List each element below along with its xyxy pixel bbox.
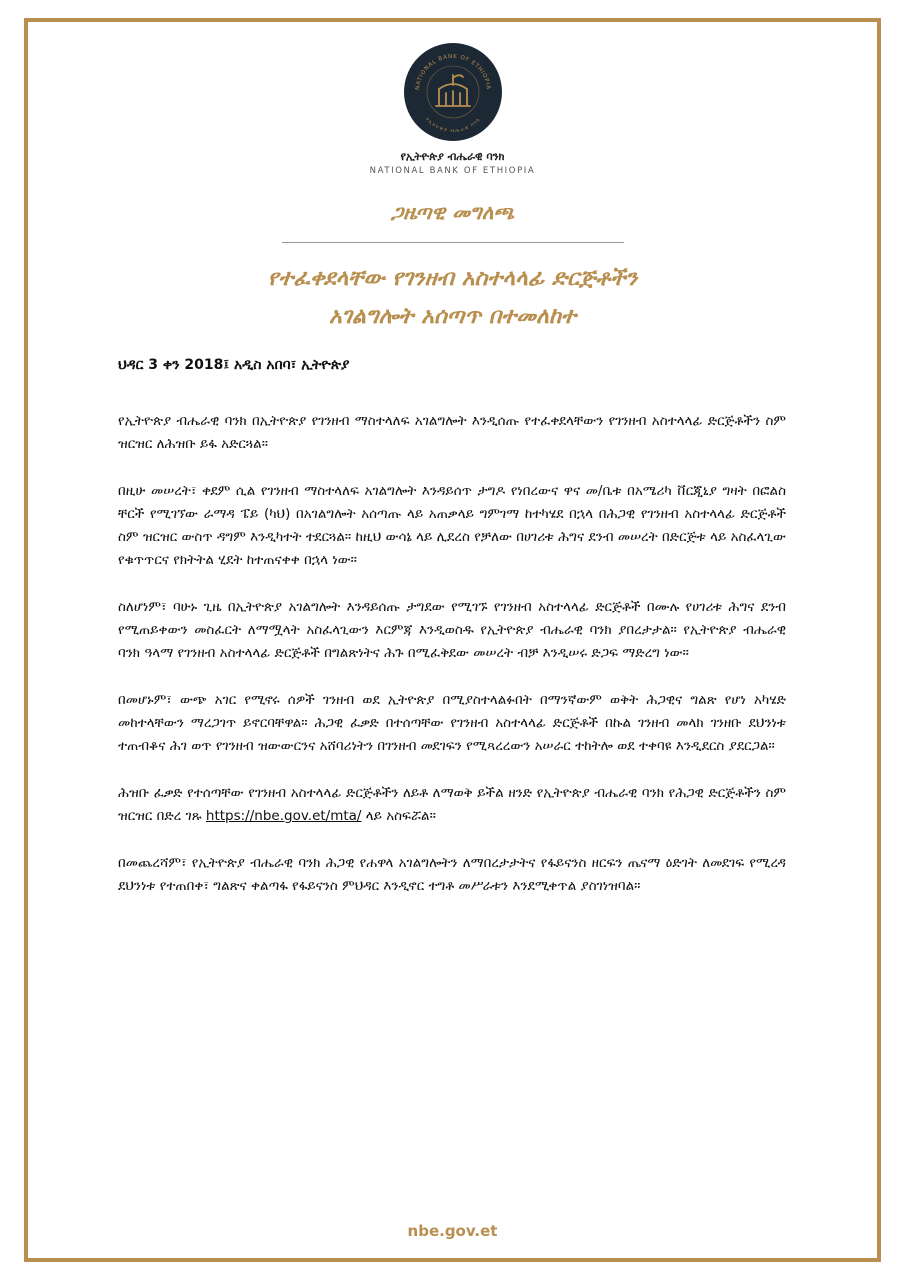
paragraph-5 [118,782,786,828]
paragraph-3: ስለሆነም፣ ባሁኑ ጊዜ በኢትዮጵያ አገልግሎት እንዳይሰጡ ታግደው የሚገኙ የገንዘብ አስተላላፊ ድርጅቶች በሙሉ የሀገሪቱ ሕግና ደንብ የሚጠይቀውን መስፈርት ለማሟላት አስፈላጊውን እርምጃ እንዲወስዱ የኢትዮጵያ ብሔራዊ ባንክ ያበረታታል። የኢትዮጵያ ብሔራዊ ባንክ ዓላማ የገንዘብ አስተላላፊ ድርጅቶች በግልጽነትና ሕጉ በሚፈቅደው መሠረት ብቻ እንዲሠሩ ድጋፍ ማድረግ ነው። [118,599,786,661]
press-release-body [118,410,786,922]
bank-name-amharic: የኢትዮጵያ ብሔራዊ ባንክ [400,150,505,163]
press-release-title [60,260,845,336]
title-line-1: የተፈቀደላቸው የገንዘብ አስተላላፊ ድርጅቶችን [267,266,638,291]
mta-list-link[interactable]: https://nbe.gov.et/mta/ [205,808,362,824]
bank-name-english: NATIONAL BANK OF ETHIOPIA [369,166,536,176]
header-divider [282,242,624,243]
footer-website: nbe.gov.et [407,1222,498,1240]
paragraph-6: በመጨረሻም፣ የኢትዮጵያ ብሔራዊ ባንክ ሕጋዊ የሐዋላ አገልግሎትን ለማበረታታትና የፋይናንስ ዘርፍን ጤናማ ዕድገት ለመደገፍ የሚረዳ ደህንነቱ የተጠበቀ፣ ግልጽና ቀልጣፋ የፋይናንስ ምህዳር እንዲኖር ተግቶ መሥራቱን እንደሚቀጥል ያስገነዝባል። [118,855,786,894]
nbe-logo [403,42,503,142]
paragraph-2: በዚሁ መሠረት፣ ቀደም ሲል የገንዘብ ማስተላለፍ አገልግሎት እንዳይሰጥ ታግዶ የነበረውና ዋና መ/ቤቱ በአሜሪካ ቨርጂኒያ ግዛት በፎልስ ቸርች የሚገኘው ራማዳ ፔይ (ካህ) በአገልግሎት አሰጣጡ ላይ አጠቃላይ ግምገማ ከተካሄደ በኋላ በሕጋዊ የገንዘብ አስተላላፊ ድርጅቶች ስም ዝርዝር ውስጥ ዳግም እንዲካተት ተደርጓል። ከዚህ ውሳኔ ላይ ሊደረስ የቻለው በሀገሪቱ ሕግና ደንብ መሠረት በድርጅቱ ላይ አስፈላጊው የቁጥጥርና የክትትል ሂደት ከተጠናቀቀ በኋላ ነው። [118,483,786,568]
paragraph-5-text-after: ላይ አስፍሯል። [361,808,436,824]
logo-ring-text-bottom: የኢትዮጵያ ብሔራዊ ባንክ [424,116,482,135]
document-type-heading: ጋዜጣዊ መግለጫ [390,200,515,224]
title-line-2: አገልግሎት አሰጣጥ በተመለከተ [329,304,576,329]
logo-ring-text-top: NATIONAL BANK OF ETHIOPIA [414,53,491,91]
paragraph-1: የኢትዮጵያ ብሔራዊ ባንክ በኢትዮጵያ የገንዘብ ማስተላለፍ አገልግሎት እንዲሰጡ የተፈቀደላቸውን የገንዘብ አስተላላፊ ድርጅቶችን ስም ዝርዝር ለሕዝቡ ይፋ አድርጓል። [118,413,786,452]
paragraph-4: በመሆኑም፣ ውጭ አገር የሚኖሩ ሰዎች ገንዘብ ወደ ኢትዮጵያ በሚያስተላልፉበት በማንኛውም ወቅት ሕጋዊና ግልጽ የሆነ አካሄድ መከተላቸውን ማረጋገጥ ይኖርባቸዋል። ሕጋዊ ፈቃድ በተሰጣቸው የገንዘብ አስተላላፊ ድርጅቶች በኩል ገንዘብ መላክ ገንዘቡ ደህንነቱ ተጠብቆና ሕገ ወጥ የገንዘብ ዝውውርንና አሸባሪነትን በገንዘብ መደገፍን የሚጻረረውን አሠራር ተከትሎ ወደ ተቀባዩ እንዲደርስ ያደርጋል። [118,692,786,754]
paragraph-5-text-before: ሕዝቡ ፈቃድ የተሰጣቸው የገንዘብ አስተላላፊ ድርጅቶችን ለይቶ ለማወቅ ይችል ዘንድ የኢትዮጵያ ብሔራዊ ባንክ የሕጋዊ ድርጅቶችን ስም ዝርዝር በድረ ገጹ [118,785,786,824]
dateline: ህዳር 3 ቀን 2018፤ አዲስ አበባ፣ ኢትዮጵያ [118,357,350,373]
